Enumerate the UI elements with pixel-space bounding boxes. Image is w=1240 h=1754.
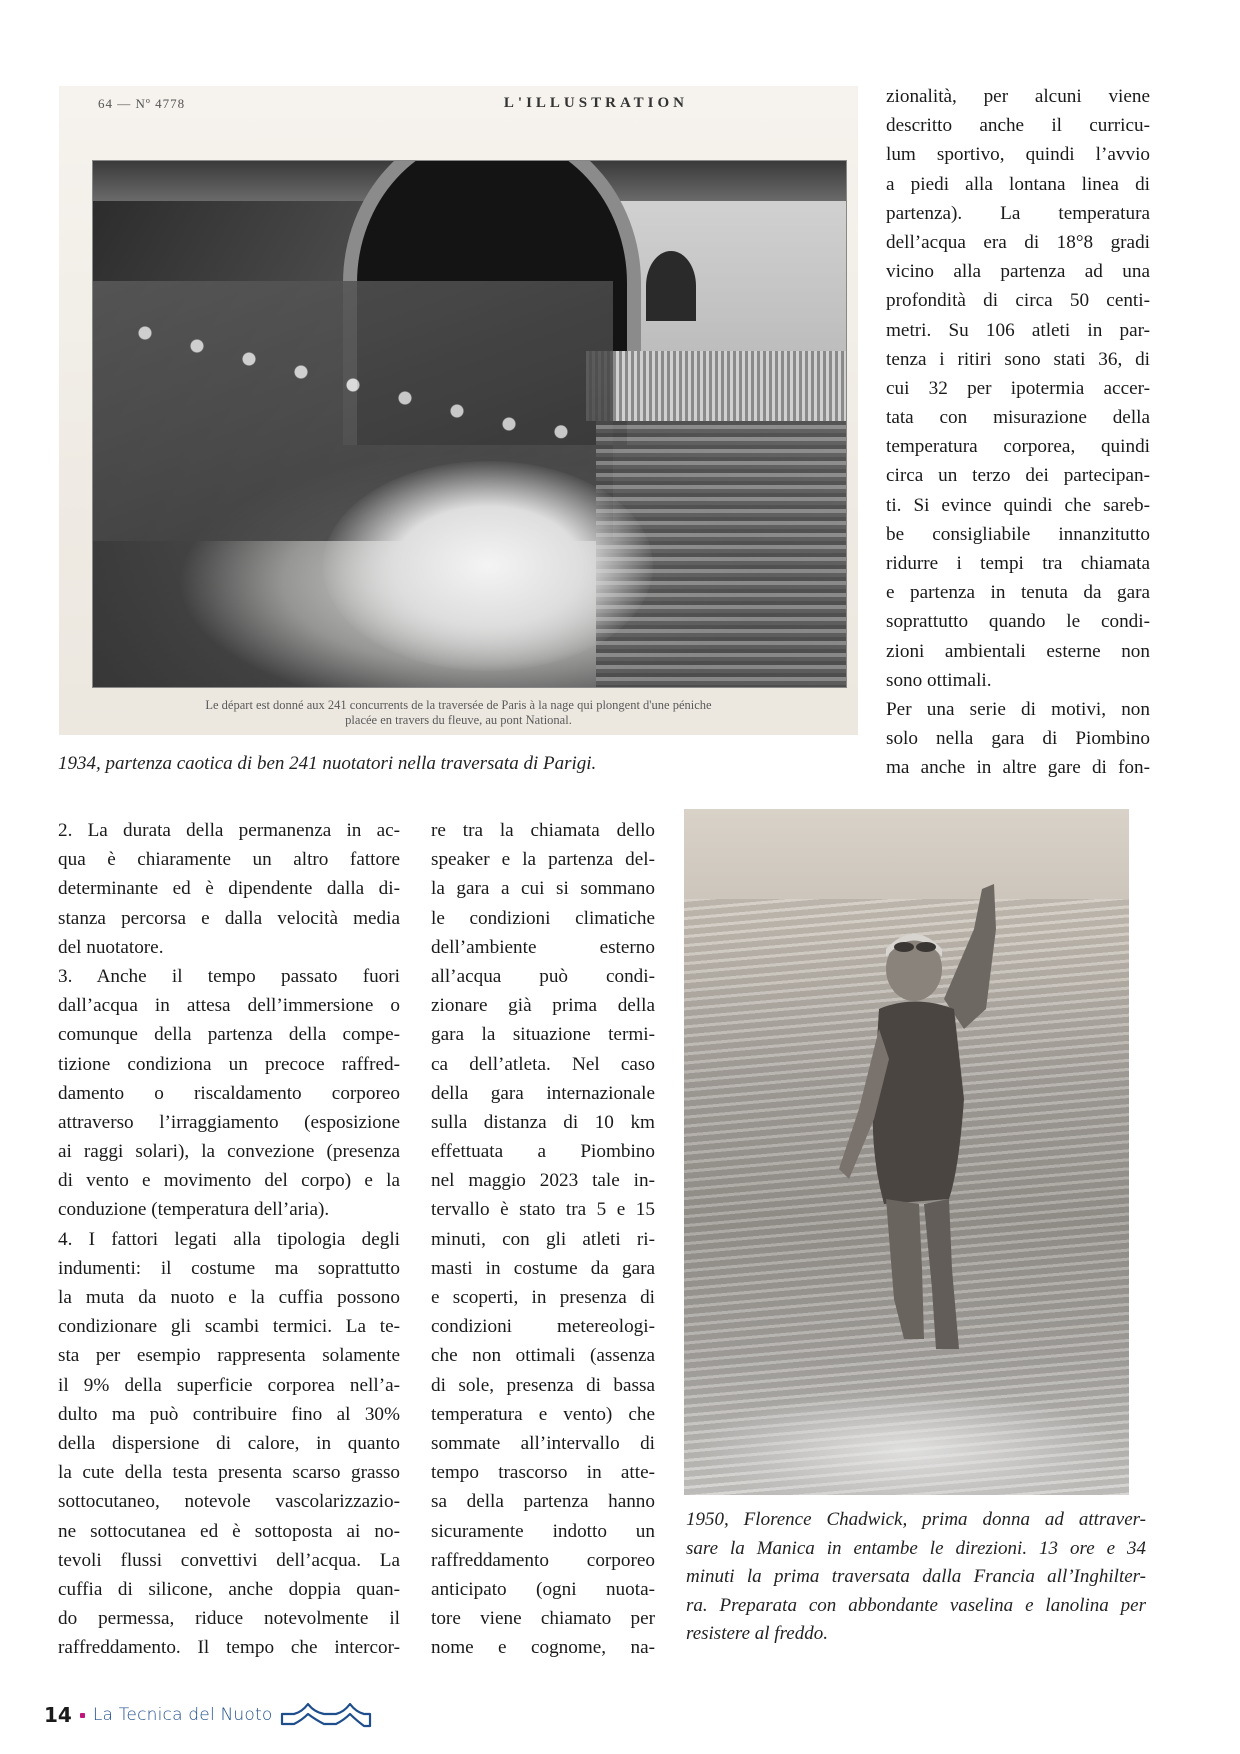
scan-page-number: 64 — Nº 4778 (98, 96, 186, 111)
text-line: tempo trascorso in atte- (431, 1462, 655, 1484)
text-line: sta per esempio rappresenta solamente (58, 1345, 400, 1367)
text-line: sare la Manica in entambe le direzioni. 13 ore e 34 (686, 1537, 1146, 1559)
text-line: condizioni metereologi- (431, 1316, 655, 1338)
left-text-column (58, 816, 400, 1662)
scan-caption (79, 698, 838, 728)
text-line: tata con misurazione della (886, 407, 1150, 429)
scan-magazine-title: L'ILLUSTRATION (503, 95, 688, 111)
text-line: soprattutto quando le condi- (886, 611, 1150, 633)
scan-caption-line: Le départ est donné aux 241 concurrents de la traversée de Paris à la nage qui plongent d'une péniche (205, 698, 712, 712)
text-line: della dispersione di calore, in quanto (58, 1432, 400, 1454)
text-line: e scoperti, in presenza di (431, 1287, 655, 1308)
scan-caption-line: placée en travers du fleuve, au pont National. (345, 713, 572, 727)
text-line: do permessa, riduce notevolmente il (58, 1608, 400, 1630)
text-line: raffreddamento corporeo (431, 1549, 655, 1571)
text-line: e partenza in tenuta da gara (886, 582, 1150, 604)
middle-text-column (431, 816, 655, 1662)
text-line: partenza). La temperatura (886, 202, 1150, 224)
text-line: 4. I fattori legati alla tipologia degli (58, 1228, 400, 1250)
text-line: sulla distanza di 10 km (431, 1111, 655, 1133)
page-footer (44, 1700, 372, 1730)
text-line: dell’ambiente esterno (431, 936, 655, 958)
figure-caption-1950 (686, 1506, 1146, 1649)
text-line: tevoli flussi convettivi dell’acqua. La (58, 1549, 400, 1571)
text-line: sommate all’intervallo di (431, 1432, 655, 1454)
text-line: lum sportivo, quindi l’avvio (886, 144, 1150, 166)
text-line: ra. Preparata con abbondante vaselina e lanolina per (686, 1594, 1146, 1616)
photo-sea-foam (684, 1345, 1129, 1495)
text-line: masti in costume da gara (431, 1257, 655, 1279)
text-line: la muta da nuoto e la cuffia possono (58, 1287, 400, 1308)
text-line: gara la situazione termi- (431, 1024, 655, 1046)
text-line: a piedi alla lontana linea di (886, 173, 1150, 195)
text-line: be consigliabile innanzitutto (886, 523, 1150, 545)
text-line: anticipato (ogni nuota- (431, 1578, 655, 1600)
text-line: damento o riscaldamento corporeo (58, 1082, 400, 1104)
text-line: sono ottimali. (886, 669, 992, 691)
text-line: la cute della testa presenta scarso grasso (58, 1462, 400, 1484)
text-line: sa della partenza hanno (431, 1491, 655, 1513)
text-line: nome e cognome, na- (431, 1637, 655, 1659)
photo-barge-fence (586, 351, 846, 421)
text-line: vicino alla partenza ad una (886, 261, 1150, 283)
text-line: tizione condiziona un precoce raffred- (58, 1053, 400, 1075)
page-number: 14 (44, 1703, 72, 1727)
text-line: cui 32 per ipotermia accer- (886, 377, 1150, 399)
text-line: di vento e movimento del corpo) e la (58, 1170, 400, 1192)
text-line: del nuotatore. (58, 936, 164, 958)
right-text-column (886, 82, 1150, 783)
magazine-name: La Tecnica del Nuoto (92, 1705, 273, 1725)
text-line: 2. La durata della permanenza in ac- (58, 820, 400, 841)
text-line: solo nella gara di Piombino (886, 728, 1150, 750)
text-line: sicuramente indotto un (431, 1520, 655, 1542)
text-line: conduzione (temperatura dell’aria). (58, 1199, 330, 1221)
text-line: stanza percorsa e dalla velocità media (58, 907, 400, 929)
text-line: profondità di circa 50 centi- (886, 290, 1150, 312)
text-line: metri. Su 106 atleti in par- (886, 319, 1150, 341)
text-line: della gara internazionale (431, 1082, 655, 1104)
text-line: dall’acqua in attesa dell’immersione o (58, 995, 400, 1017)
text-line: cuffia di silicone, anche doppia quan- (58, 1578, 400, 1600)
text-line: la gara a cui si sommano (431, 878, 655, 900)
swimmers-diving-photo (92, 160, 847, 688)
text-line: le condizioni climatiche (431, 907, 655, 929)
text-line: qua è chiaramente un altro fattore (58, 849, 400, 871)
text-line: comunque della partenza della compe- (58, 1024, 400, 1046)
wave-logo-icon (280, 1702, 372, 1728)
text-line: temperatura corporea, quindi (886, 436, 1150, 458)
text-line: ti. Si evince quindi che sareb- (886, 494, 1150, 516)
text-line: nel maggio 2023 tale in- (431, 1170, 655, 1192)
text-line: re tra la chiamata dello (431, 820, 655, 841)
text-line: dulto ma può contribuire fino al 30% (58, 1403, 400, 1425)
text-line: all’acqua può condi- (431, 965, 655, 987)
text-line: tervallo è stato tra 5 e 15 (431, 1199, 655, 1221)
text-line: che non ottimali (assenza (431, 1345, 655, 1367)
text-line: descritto anche il curricu- (886, 115, 1150, 137)
text-line: zionalità, per alcuni viene (886, 86, 1150, 107)
text-line: temperatura e vento) che (431, 1403, 655, 1425)
text-line: 3. Anche il tempo passato fuori (58, 965, 400, 987)
text-line: ridurre i tempi tra chiamata (886, 553, 1150, 574)
text-line: zioni ambientali esterne non (886, 640, 1150, 662)
text-line: ca dell’atleta. Nel caso (431, 1053, 655, 1075)
text-line: ma anche in altre gare di fon- (886, 757, 1150, 779)
figure-caption-1934: 1934, partenza caotica di ben 241 nuotatori nella traversata di Parigi. (58, 753, 597, 774)
text-line: ne sottocutanea ed è sottoposta ai no- (58, 1520, 400, 1542)
text-line: tore viene chiamato per (431, 1608, 655, 1630)
bullet-separator (80, 1713, 85, 1718)
text-line: raffreddamento. Il tempo che intercor- (58, 1637, 400, 1659)
photo-water-splash (323, 461, 653, 671)
florence-chadwick-photo (684, 809, 1129, 1495)
text-line: effettuata a Piombino (431, 1141, 655, 1163)
archival-photo-1934 (59, 86, 858, 735)
text-line: indumenti: il costume ma soprattutto (58, 1257, 400, 1279)
text-line: minuti la prima traversata dalla Francia all’Inghilter- (686, 1566, 1146, 1587)
photo-small-arch (646, 251, 696, 321)
text-line: speaker e la partenza del- (431, 849, 655, 871)
text-line: minuti, con gli atleti ri- (431, 1228, 655, 1250)
text-line: zionare già prima della (431, 995, 655, 1017)
text-line: Per una serie di motivi, non (886, 698, 1150, 720)
text-line: resistere al freddo. (686, 1623, 828, 1644)
text-line: 1950, Florence Chadwick, prima donna ad attraver- (686, 1509, 1146, 1530)
text-line: sottocutaneo, notevole vascolarizzazio- (58, 1491, 400, 1513)
scan-header (59, 86, 858, 126)
text-line: condizionare gli scambi termici. La te- (58, 1316, 400, 1338)
text-line: attraverso l’irraggiamento (esposizione (58, 1111, 400, 1133)
text-line: determinante ed è dipendente dalla di- (58, 878, 400, 900)
text-line: di sole, presenza di bassa (431, 1374, 655, 1396)
text-line: il 9% della superficie corporea nell’a- (58, 1374, 400, 1396)
text-line: circa un terzo dei partecipan- (886, 465, 1150, 487)
text-line: tenza i ritiri sono stati 36, di (886, 348, 1150, 370)
text-line: ai raggi solari), la convezione (presenza (58, 1141, 400, 1163)
text-line: dell’acqua era di 18°8 gradi (886, 231, 1150, 253)
